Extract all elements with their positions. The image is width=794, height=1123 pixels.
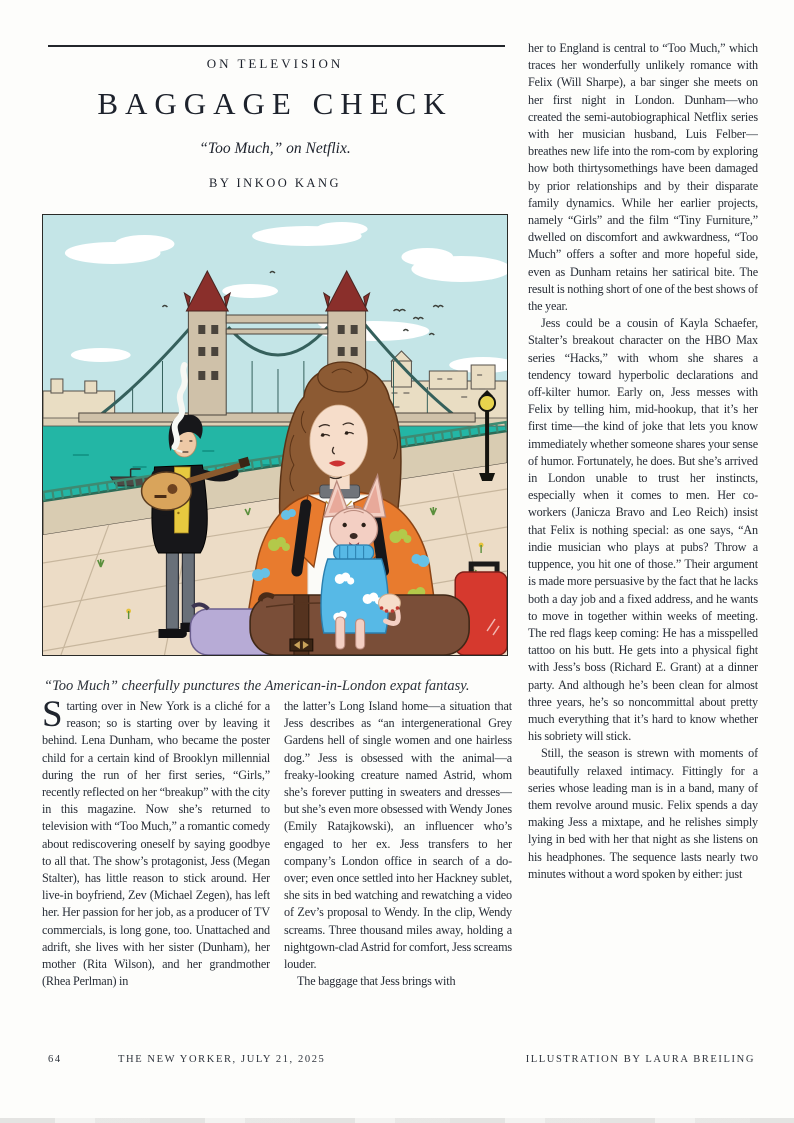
illustration-caption: “Too Much” cheerfully punctures the American-in-London expat fantasy. <box>44 677 470 694</box>
dog-sweater <box>321 559 388 633</box>
paragraph: Still, the season is strewn with moments of beautifully relaxed intimacy. Fittingly for a series whose leading man is in a band, many of them revolve around music. Felix spends a day making Jess a mixtape, and he relishes simply lying in bed with her that night as she listens on his headphones. The sequence lasts nearly two minutes without a word spoken by either: just <box>528 746 758 881</box>
paragraph: her to England is central to “Too Much,” which traces her wonderfully unlikely romance with Felix (Will Sharpe), a bar singer she meets on her first night in London. Dunham—who created the semi-autobiographical Netflix series with her musician husband, Luis Felber—breathes new life into the rom-com by exploring how both thirtysomethings have been damaged by prior relationships and by their disparate family dynamics. While her earlier projects, namely “Girls” and the film “Tiny Furniture,” dwelled on discomfort and awkwardness, “Too Much” offers a softer and more hopeful side, even as Dunham retains her satirical bite. The result is nothing short of one of the best shows of the year. <box>528 41 758 314</box>
article-subtitle: “Too Much,” on Netflix. <box>199 140 351 157</box>
paragraph <box>42 698 270 990</box>
paragraph: Jess could be a cousin of Kayla Schaefer, Stalter’s breakout character on the HBO Max series “Hacks,” with whom she shares a tendency toward hyperbolic declarations and off-kilter humor. Early on, Jess messes with Felix by telling him, mid-hookup, that it’s her first time—the kind of joke that lets you know immediately whether someone shares your sense of humor. Fortunately, he does. But she’s arrived in London unable to trust her instincts, especially when it comes to men. Her co-workers (Janicza Bravo and Leo Reich) insist that Felix is nothing special: as one says, “An indie musician who plays at pubs? Throw a tuppence, you hit one of those.” Their argument is made more persuasive by the fact that he lacks both a day job and a fixed address, and he wants to move in together within weeks of meeting. The red flags keep coming: He has a misspelled tattoo on his butt. He gets into a physical fight with Jess’s boss (Richard E. Grant) at a dinner party. And although he’s been clean for almost three years, he’s so noncommittal about pretty much everything that it’s hard to know whether his sobriety will stick. <box>528 316 758 744</box>
woman-hand <box>379 594 401 613</box>
page-number: 64 <box>48 1054 62 1065</box>
text-column-2 <box>284 698 512 1054</box>
drop-cap: S <box>42 698 63 735</box>
bridge-roadway <box>79 413 475 422</box>
text-column-1 <box>42 698 270 1054</box>
header-rule <box>48 45 505 47</box>
thames-illustration <box>42 214 508 656</box>
magazine-folio: THE NEW YORKER, JULY 21, 2025 <box>118 1054 326 1065</box>
illustration-credit: ILLUSTRATION BY LAURA BREILING <box>525 1054 755 1065</box>
illustration-canvas <box>43 215 507 655</box>
next-page-edge <box>0 1118 794 1123</box>
article-byline: BY INKOO KANG <box>208 176 342 190</box>
article-header <box>42 56 508 191</box>
section-label: ON TELEVISION <box>206 56 344 71</box>
article-title: BAGGAGE CHECK <box>97 86 453 121</box>
text-column-3 <box>528 40 758 1052</box>
paragraph-text: tarting over in New York is a cliché for a reason; so is starting over by leaving it behind. Lena Dunham, who became the poster child for a certain kind of Brooklyn millennial during the run of her first series, “Girls,” recently reflected on her “breakup” with the city in this magazine. Now she’s returned to television with “Too Much,” a romantic comedy about rediscovering oneself by saying goodbye to all that. The show’s protagonist, Jess (Megan Stalter), has little reason to stick around. Her live-in boyfriend, Zev (Michael Zegen), has left her. Her passion for her job, as a producer of TV commercials, is long gone, too. Unattached and adrift, she lives with her sister (Dunham), her mother (Rita Wilson), and her grandmother (Rhea Perlman) in <box>42 699 270 989</box>
paragraph: The baggage that Jess brings with <box>297 974 456 989</box>
paragraph: the latter’s Long Island home—a situation that Jess describes as “an intergenerational Grey Gardens hell of single women and one hairless dog.” Jess is obsessed with the animal—a freaky-looking creature named Astrid, whom she’s forever putting in sweaters and dresses—but she’s even more obsessed with Wendy Jones (Emily Ratajkowski), an influencer who’s engaged to her ex. Jess transfers to her company’s London office in search of a do-over; even once settled into her Hackney sublet, she sits in bed watching and rewatching a video of Zev’s proposal to Wendy. In the clip, Wendy screams. Three thousand miles away, holding a nightgown-clad Astrid for comfort, Jess screams louder. <box>284 699 512 972</box>
